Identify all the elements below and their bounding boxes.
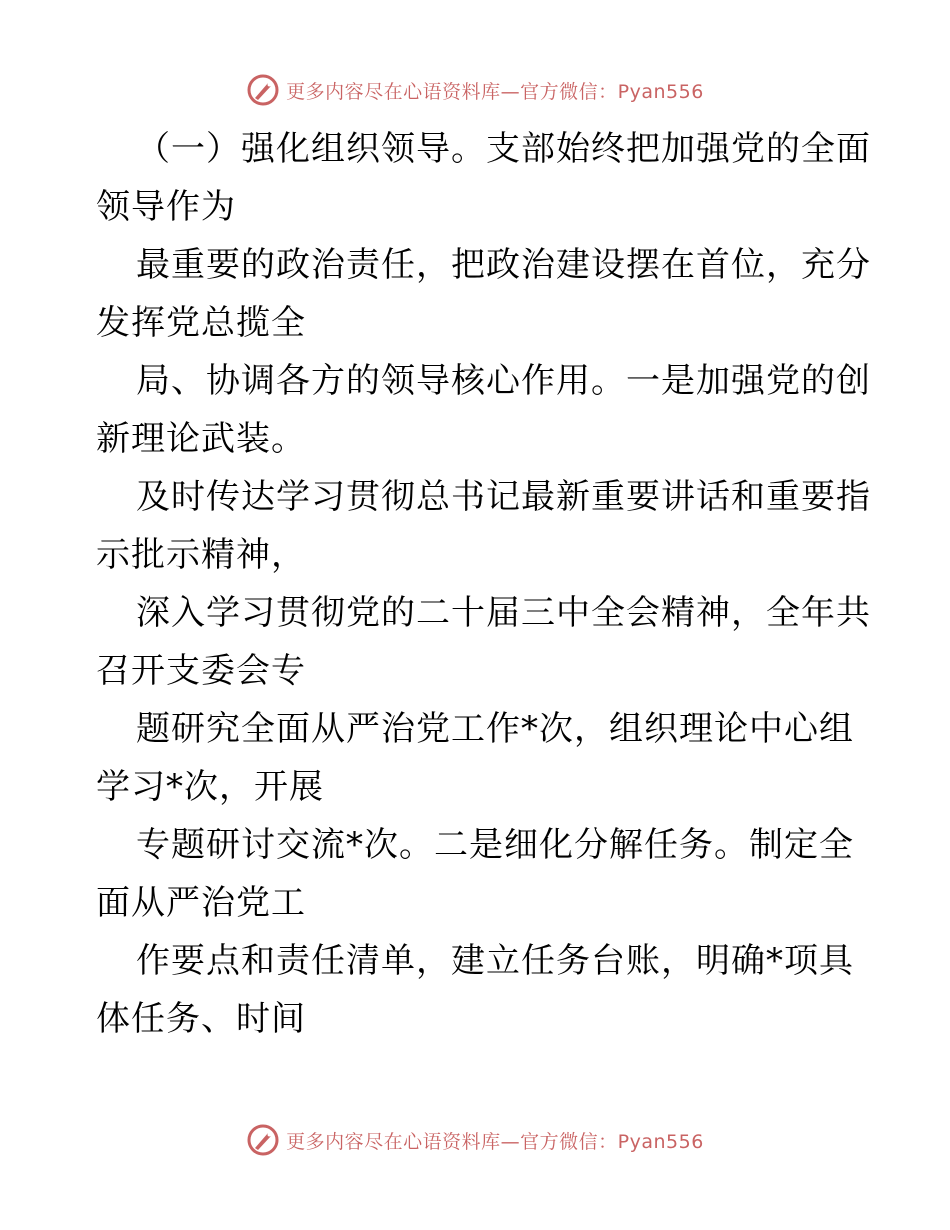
body-line: 最重要的政治责任，把政治建设摆在首位，充分	[136, 245, 871, 285]
watermark-text: 更多内容尽在心语资料库—官方微信：Pyan556	[286, 80, 704, 103]
pen-circle-logo-icon	[246, 73, 280, 107]
body-line: 发挥党总揽全	[96, 303, 306, 343]
footer-watermark	[0, 1120, 950, 1160]
body-line: 局、协调各方的领导核心作用。一是加强党的创	[136, 361, 871, 401]
pen-circle-logo-icon	[246, 1123, 280, 1157]
body-line: 体任务、时间	[96, 999, 306, 1039]
body-line: 面从严治党工	[96, 883, 306, 923]
body-line: 题研究全面从严治党工作*次，组织理论中心组	[136, 709, 854, 749]
body-line: 新理论武装。	[96, 419, 306, 459]
body-line: 及时传达学习贯彻总书记最新重要讲话和重要指	[136, 477, 871, 517]
document-body	[96, 120, 871, 1048]
watermark-text: 更多内容尽在心语资料库—官方微信：Pyan556	[286, 1130, 704, 1153]
body-line: （一）强化组织领导。支部始终把加强党的全面	[136, 129, 871, 169]
body-line: 深入学习贯彻党的二十届三中全会精神，全年共	[136, 593, 871, 633]
body-line: 示批示精神，	[96, 535, 306, 575]
body-line: 领导作为	[96, 187, 236, 227]
body-line: 召开支委会专	[96, 651, 306, 691]
body-line: 学习*次，开展	[96, 767, 324, 807]
header-watermark	[0, 70, 950, 110]
body-line: 作要点和责任清单，建立任务台账，明确*项具	[136, 941, 854, 981]
body-line: 专题研讨交流*次。二是细化分解任务。制定全	[136, 825, 854, 865]
